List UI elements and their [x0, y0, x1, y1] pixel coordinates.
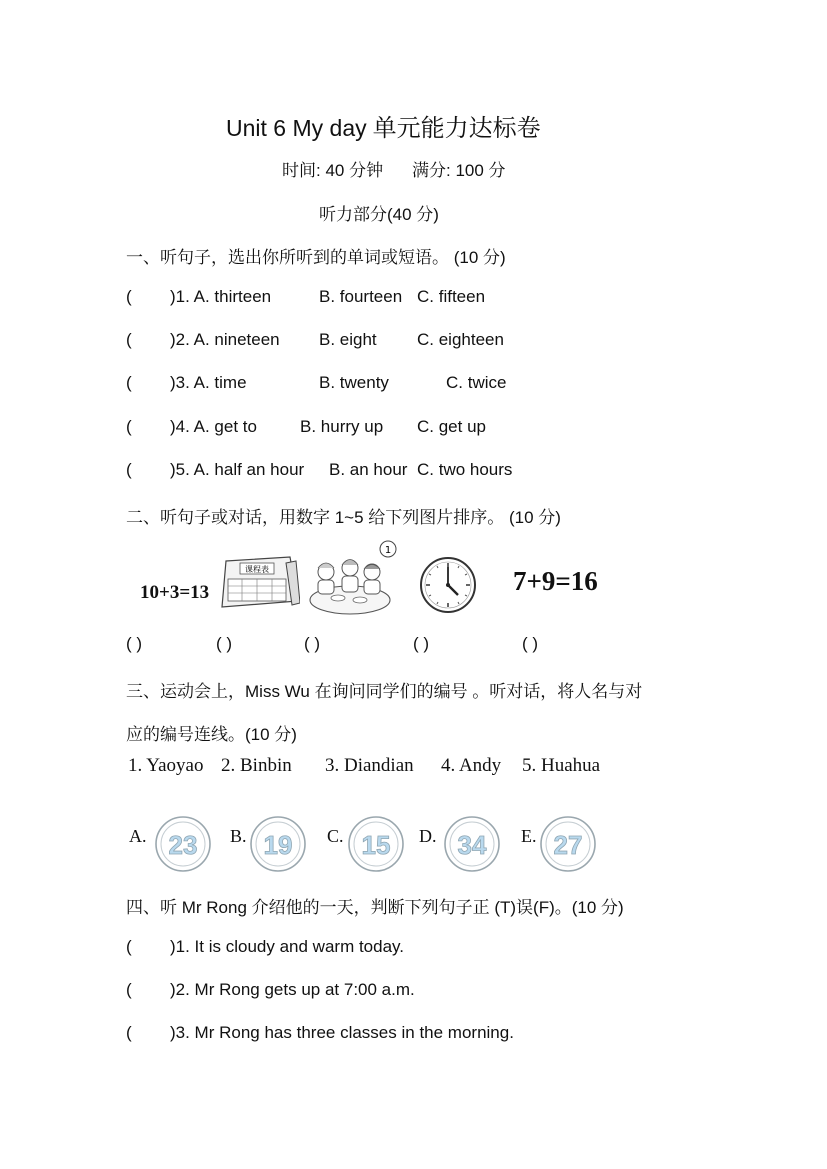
order-blank-4[interactable]: ( )	[413, 634, 430, 653]
name-item: 1. Yaoyao	[128, 755, 204, 776]
kids-eating-picture	[304, 538, 402, 618]
question-row	[126, 417, 726, 441]
section2-heading: 二、听句子或对话，用数字 1~5 给下列图片排序。 (10 分)	[126, 508, 561, 527]
option-a: )1. A. thirteen	[170, 287, 272, 306]
clock-picture	[418, 555, 478, 615]
option-c: C. two hours	[417, 460, 513, 479]
number-badge-34[interactable]	[443, 815, 501, 873]
true-false-row	[126, 980, 726, 1004]
answer-blank-open[interactable]: (	[126, 980, 132, 999]
option-letter: B.	[230, 826, 247, 846]
option-a: )2. A. nineteen	[170, 330, 280, 349]
name-item: 5. Huahua	[522, 755, 601, 776]
answer-blank-open[interactable]: (	[126, 417, 132, 436]
section1-heading: 一、听句子，选出你所听到的单词或短语。 (10 分)	[126, 248, 506, 267]
title-chinese: 单元能力达标卷	[372, 114, 541, 142]
badge-number: 34	[457, 830, 487, 860]
title-english: Unit 6 My day	[226, 115, 367, 141]
option-b: B. twenty	[319, 373, 389, 392]
math-picture-2: 7+9=16	[513, 566, 598, 596]
badge-number: 23	[168, 830, 198, 860]
option-a: )4. A. get to	[170, 417, 257, 436]
true-false-row	[126, 937, 726, 961]
part-label: 听力部分(40 分)	[319, 205, 439, 224]
clock-badge-number: 1	[384, 545, 392, 556]
option-letter: D.	[419, 826, 437, 846]
option-c: C. fifteen	[417, 287, 486, 306]
option-c: C. twice	[446, 373, 507, 392]
time-info: 时间: 40 分钟	[282, 161, 384, 180]
question-row	[126, 287, 726, 311]
timetable-label: 课程表	[245, 565, 269, 574]
statement-text: )2. Mr Rong gets up at 7:00 a.m.	[170, 980, 415, 999]
option-c: C. get up	[417, 417, 486, 436]
timetable-picture	[212, 553, 300, 611]
name-item: 2. Binbin	[221, 755, 292, 776]
name-item: 3. Diandian	[325, 755, 414, 776]
option-c: C. eighteen	[417, 330, 504, 349]
section4-heading: 四、听 Mr Rong 介绍他的一天，判断下列句子正 (T)误(F)。(10 分)	[126, 898, 624, 917]
option-letter: A.	[129, 826, 147, 846]
option-letter: C.	[327, 826, 344, 846]
badge-number: 27	[553, 830, 583, 860]
order-blank-3[interactable]: ( )	[304, 634, 321, 653]
number-badge-19[interactable]	[249, 815, 307, 873]
answer-blank-open[interactable]: (	[126, 373, 132, 392]
section3-heading-line1: 三、运动会上，Miss Wu 在询问同学们的编号 。听对话，将人名与对	[126, 682, 643, 701]
name-item: 4. Andy	[441, 755, 502, 776]
section3-heading-line2: 应的编号连线。(10 分)	[126, 725, 297, 744]
answer-blank-open[interactable]: (	[126, 937, 132, 956]
true-false-row	[126, 1023, 726, 1047]
question-row	[126, 330, 726, 354]
order-blank-1[interactable]: ( )	[126, 634, 143, 653]
page-title	[226, 108, 541, 143]
answer-blank-open[interactable]: (	[126, 330, 132, 349]
answer-blank-open[interactable]: (	[126, 287, 132, 306]
option-b: B. hurry up	[300, 417, 384, 436]
number-badge-15[interactable]	[347, 815, 405, 873]
number-badge-27[interactable]	[539, 815, 597, 873]
question-row	[126, 460, 726, 484]
statement-text: )1. It is cloudy and warm today.	[170, 937, 405, 956]
order-blank-5[interactable]: ( )	[522, 634, 539, 653]
option-a: )3. A. time	[170, 373, 247, 392]
option-b: B. an hour	[329, 460, 408, 479]
number-badge-23[interactable]	[154, 815, 212, 873]
math-picture-1: 10+3=13	[140, 582, 210, 603]
answer-blank-open[interactable]: (	[126, 460, 132, 479]
statement-text: )3. Mr Rong has three classes in the morning.	[170, 1023, 514, 1042]
order-blank-2[interactable]: ( )	[216, 634, 233, 653]
option-b: B. eight	[319, 330, 377, 349]
badge-number: 15	[361, 830, 391, 860]
badge-number: 19	[263, 830, 293, 860]
option-letter: E.	[521, 826, 537, 846]
score-info: 满分: 100 分	[412, 161, 506, 180]
answer-blank-open[interactable]: (	[126, 1023, 132, 1042]
option-b: B. fourteen	[319, 287, 403, 306]
option-a: )5. A. half an hour	[170, 460, 305, 479]
question-row	[126, 373, 726, 397]
